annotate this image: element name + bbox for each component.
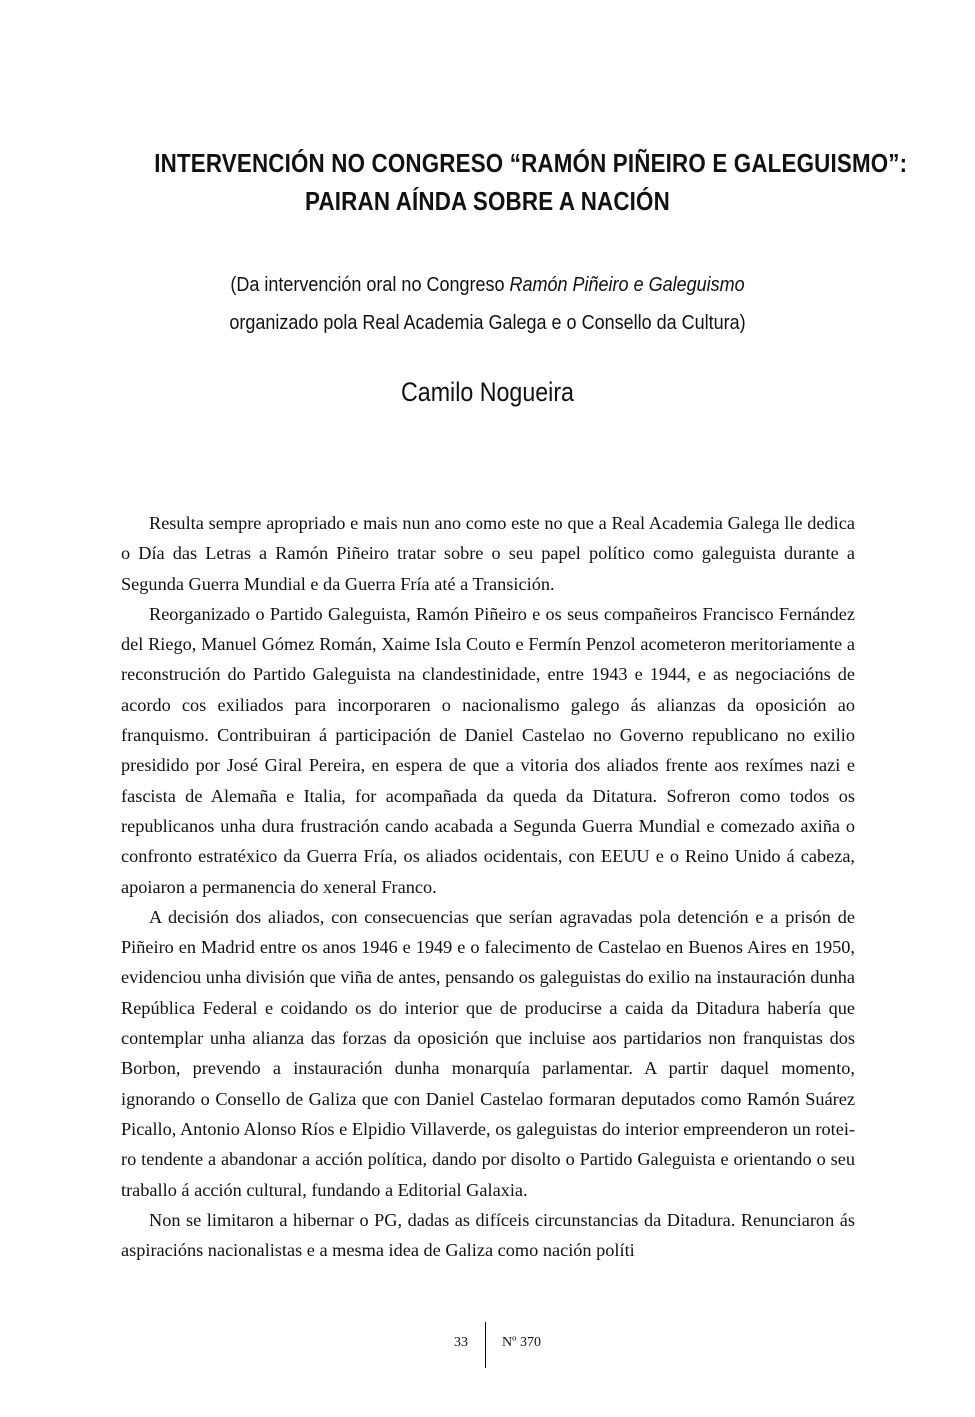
title-line-2: PAIRAN AÍNDA SOBRE A NACIÓN (305, 186, 670, 216)
subtitle-prefix: (Da intervención oral no Congreso (230, 274, 510, 296)
body-paragraph: A decisión dos aliados, con consecuencias que serían agravadas pola detención e a prisón de Piñeiro en Madrid entre os anos 1946 e 1949 e o falecimento de Castelao en Buenos Aires en 1950, evidenciou unha división que viña de antes, pensando os galeguistas do exilio na instauración dunha República Federal e coidando os do interior que de producirse a caida da Ditadura habería que contemplar unha alianza das forzas da oposición que incluise aos partidarios non franquistas dos Borbon, prevendo a instauración dunha monarquía parlamentar. A partir daquel momento, ignorando o Consello de Galiza que con Daniel Castelao formaran deputados como Ramón Suárez Picallo, Antonio Alonso Ríos e Elpidio Villaverde, os galeguistas do interior empreenderon un roteiro tendente a abandonar a acción política, dando por disolto o Partido Galeguista e orientando o seu traballo á acción cultural, fundando a Editorial Galaxia. (121, 906, 855, 1200)
subtitle-congress-name: Ramón Piñeiro e Galeguismo (509, 274, 745, 296)
body-paragraph: Non se limitaron a hibernar o PG, dadas as difíceis circunstancias da Ditadura. Renunciaron ás aspiracións nacionalistas e a mesma idea de Galiza como nación políti (121, 1209, 855, 1261)
subtitle-line-1 (139, 266, 837, 304)
body-paragraph: Resulta sempre apropriado e mais nun ano como este no que a Real Academia Galega lle dedica o Día das Letras a Ramón Piñeiro tratar sobre o seu papel político como galeguista durante a Segunda Guerra Mundial e da Guerra Fría até a Transición. (121, 513, 855, 594)
subtitle-line-2: organizado pola Real Academia Galega e o Consello da Cultura) (229, 312, 746, 334)
title-line-1: INTERVENCIÓN NO CONGRESO “RAMÓN PIÑEIRO E GALEGUISMO”: (154, 148, 908, 178)
author-name: Camilo Nogueira (401, 377, 574, 407)
footer-divider (485, 1322, 486, 1368)
issue-number: Nº 370 (502, 1335, 541, 1350)
page-footer (0, 1322, 975, 1372)
article-body (121, 508, 855, 1265)
page-number: 33 (454, 1335, 468, 1350)
body-paragraph: Reorganizado o Partido Galeguista, Ramón Piñeiro e os seus compañeiros Francisco Fernández del Riego, Manuel Gómez Román, Xaime Isla Couto e Fermín Penzol acometeron meritoriamente a reconstrución do Partido Galeguista na clandestinidade, entre 1943 e 1944, e as negociacións de acordo cos exiliados para incorporaren o nacionalismo galego ás alianzas da oposición ao franquismo. Contribuiran á participación de Daniel Castelao no Governo republicano no exilio presidido por José Giral Pereira, en espera de que a vitoria dos aliados frente aos rexímes nazi e fascista de Alemaña e Italia, for acompañada da queda da Ditatura. Sofreron como todos os republicanos unha dura frustración cando acabada a Segunda Guerra Mundial e comezado axiña o confronto estratéxico da Guerra Fría, os aliados ocidentais, con EEUU e o Reino Unido á cabeza, apoiaron a permanencia do xeneral Franco. (121, 603, 855, 897)
article-title (154, 144, 908, 220)
article-subtitle (139, 266, 837, 342)
